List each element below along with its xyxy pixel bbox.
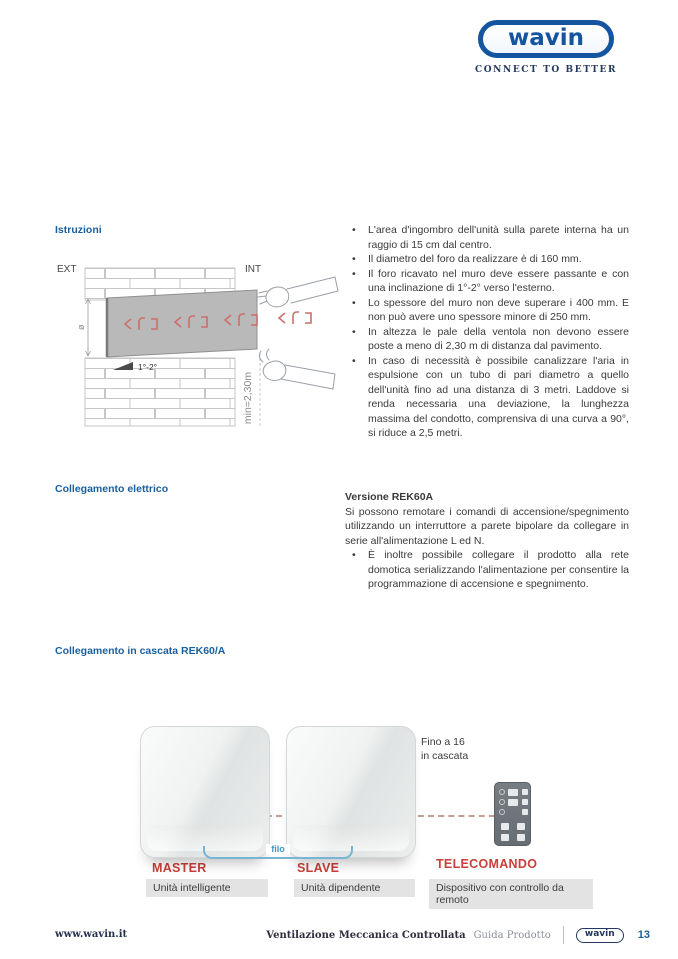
footer-divider <box>563 926 564 944</box>
list-item: • In caso di necessità è possibile canalizzare l'aria in espulsione con un tubo di pari diametro a quello dell'unità fino ad una distanza di 3 metri. Laddove si renda necessaria una deviazione, la lunghezza massima del condotto, comprensiva di una curva a 90°, si riduce a 2,5 metri. <box>345 354 629 441</box>
list-item: • È inoltre possibile collegare il prodotto alla rete domotica serializzando l'alimentazione per consentire la programmazione di accensione e spegnimento. <box>345 548 629 592</box>
remote-button <box>499 799 505 805</box>
remote-button <box>522 789 528 795</box>
remote-button <box>501 823 509 830</box>
master-label: MASTER <box>152 861 207 875</box>
telecomando-description: Dispositivo con controllo da remoto <box>429 879 593 909</box>
cascade-note-line2: in cascata <box>421 749 469 762</box>
cascade-diagram <box>0 700 678 915</box>
remote-button <box>499 809 505 815</box>
elettrico-paragraph: Si possono remotare i comandi di accensione/spegnimento utilizzando un interruttore a parete bipolare da collegare in serie all'alimentazione L ed N. <box>345 505 629 547</box>
page-number: 13 <box>637 929 650 941</box>
list-item: • L'area d'ingombro dell'unità sulla parete interna ha un raggio di 15 cm dal centro. <box>345 223 629 252</box>
wall-lower <box>85 358 235 426</box>
list-item: • Lo spessore del muro non deve superare i 400 mm. E non può avere uno spessore minore di 250 mm. <box>345 296 629 325</box>
brand-tagline: CONNECT TO BETTER <box>474 65 618 75</box>
diameter-label: ø <box>76 324 86 330</box>
min-height-label: min=2,30m <box>242 371 254 425</box>
list-item: • Il foro ricavato nel muro deve essere passante e con una inclinazione di 1°-2° verso l'esterno. <box>345 267 629 296</box>
wavin-logo <box>478 20 614 58</box>
elettrico-bullet-list <box>345 548 629 592</box>
slave-description: Unità dipendente <box>294 879 415 897</box>
remote-button <box>501 834 509 841</box>
section-heading-istruzioni: Istruzioni <box>55 224 102 236</box>
remote-button <box>499 789 505 795</box>
version-title: Versione REK60A <box>345 491 434 503</box>
list-item: • Il diametro del foro da realizzare è di 160 mm. <box>345 252 629 267</box>
cascade-note <box>421 736 468 763</box>
istruzioni-text-column <box>345 223 629 441</box>
wire-label: filo <box>266 844 290 854</box>
master-description: Unità intelligente <box>146 879 268 897</box>
remote-button <box>522 799 528 805</box>
remote-button <box>508 789 518 796</box>
remote-button <box>517 834 525 841</box>
remote-control <box>494 782 531 846</box>
section-heading-cascata: Collegamento in cascata REK60/A <box>55 645 226 657</box>
remote-button <box>522 809 528 815</box>
telecomando-label: TELECOMANDO <box>436 857 538 871</box>
wavin-logo-small <box>576 928 624 943</box>
footer-right <box>266 926 650 944</box>
section-heading-elettrico: Collegamento elettrico <box>55 483 169 495</box>
diagram-ext-label: EXT <box>57 264 77 275</box>
wire-bracket <box>203 846 353 859</box>
wall-installation-diagram <box>55 258 345 433</box>
wire-label-wrap <box>205 839 351 857</box>
wavin-logo-small-text: wavin <box>584 929 615 939</box>
angle-label: 1°-2° <box>138 362 158 372</box>
wavin-logo-text: wavin <box>507 24 585 51</box>
hand-lower <box>259 349 335 389</box>
duct-tube <box>107 290 257 357</box>
hand-upper <box>258 277 338 307</box>
istruzioni-bullet-list <box>345 223 629 441</box>
diameter-dimension <box>86 299 91 356</box>
remote-button <box>508 799 518 806</box>
website-link[interactable]: www.wavin.it <box>55 929 128 940</box>
installer-hands <box>258 277 338 389</box>
elettrico-text-column <box>345 490 629 592</box>
slave-label: SLAVE <box>297 861 340 875</box>
list-item: • In altezza le pale della ventola non devono essere poste a meno di 2,30 m di distanza dal pavimento. <box>345 325 629 354</box>
diagram-int-label: INT <box>245 264 262 275</box>
cascade-note-line1: Fino a 16 <box>421 736 465 748</box>
remote-button <box>517 823 525 830</box>
doc-type: Guida Prodotto <box>473 929 551 941</box>
doc-title: Ventilazione Meccanica Controllata <box>266 929 466 941</box>
